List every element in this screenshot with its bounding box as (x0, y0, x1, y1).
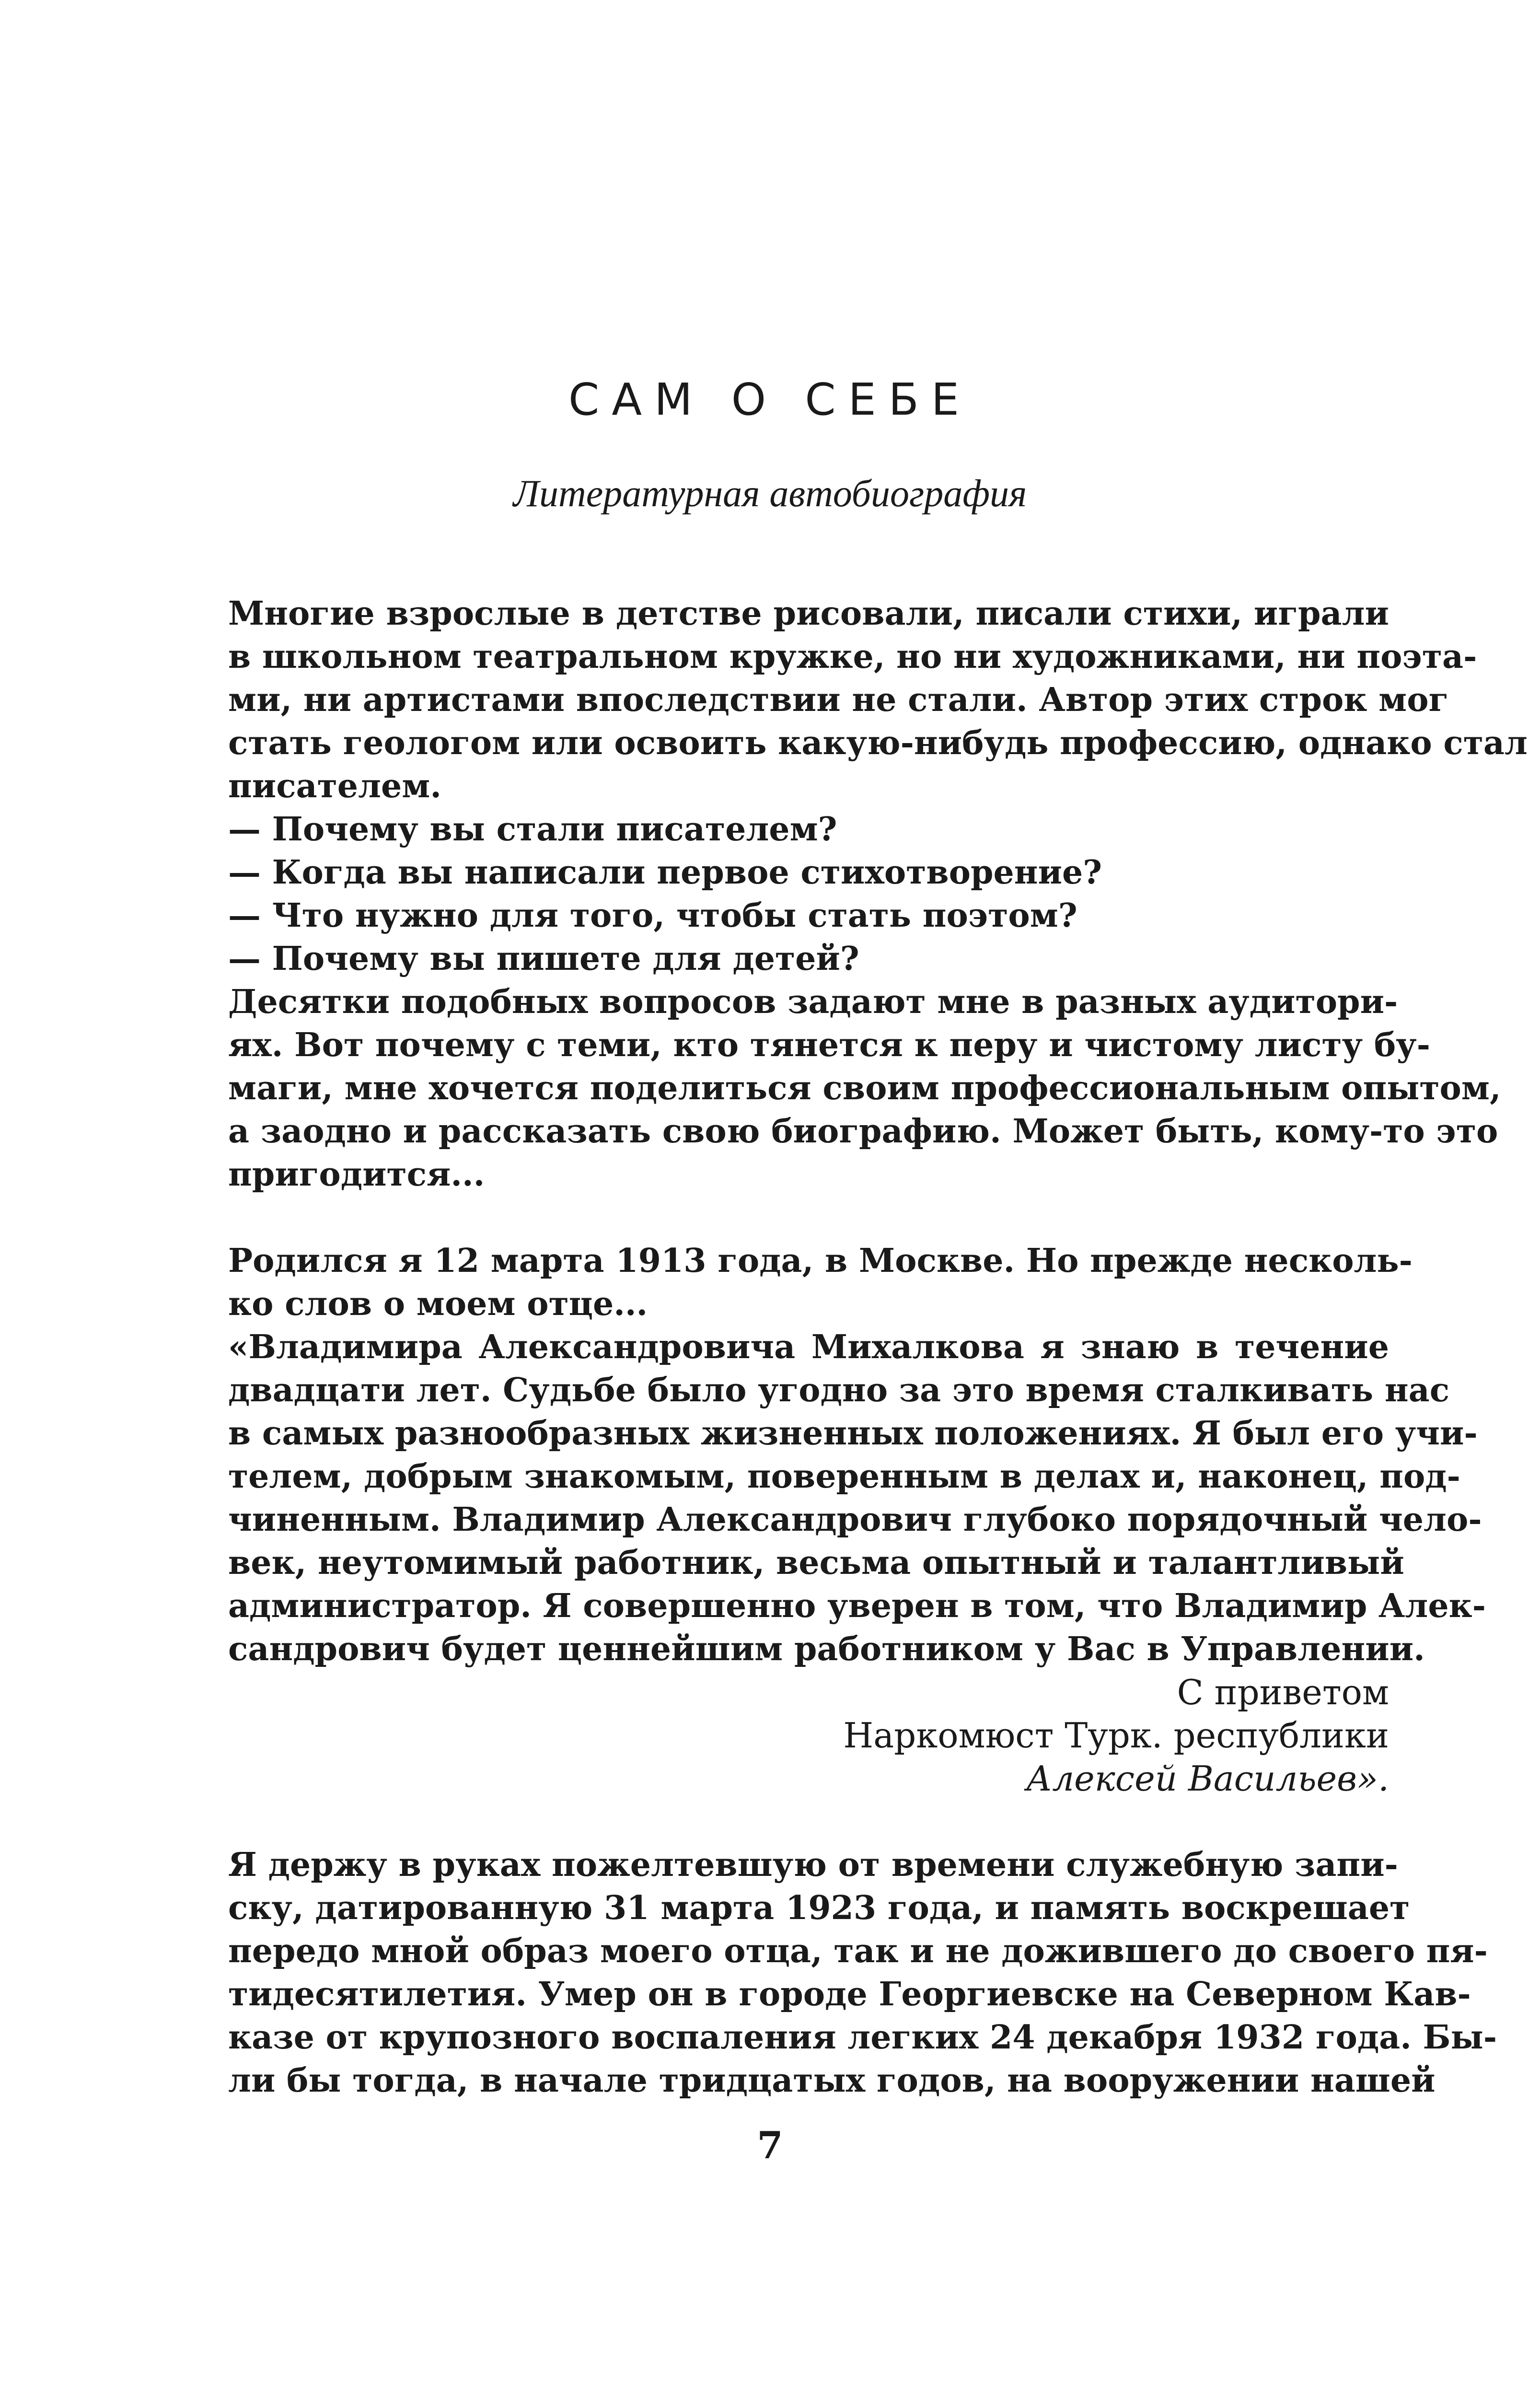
text-line: а заодно и рассказать свою биографию. Может быть, кому-то это (228, 1112, 1498, 1151)
dialogue-line: — Когда вы написали первое стихотворение? (228, 853, 1102, 892)
chapter-title: САМ О СЕБЕ (568, 374, 972, 425)
quote-line: сандрович будет ценнейшим работником у Вас в Управлении. (228, 1630, 1425, 1668)
page-number: 7 (757, 2124, 783, 2167)
text-line: ко слов о моем отце... (228, 1285, 648, 1323)
signature-greeting: С приветом (1177, 1672, 1389, 1712)
quote-line: в самых разнообразных жизненных положениях. Я был его учи- (228, 1414, 1478, 1453)
quote-line: «Владимира Александровича Михалкова я знаю в течение (228, 1328, 1389, 1366)
text-line: ску, датированную 31 марта 1923 года, и память воскрешает (228, 1889, 1410, 1927)
chapter-subtitle: Литературная автобиография (513, 473, 1027, 515)
signature-position: Наркомюст Турк. республики (843, 1715, 1389, 1756)
text-line: Родился я 12 марта 1913 года, в Москве. Но прежде несколь- (228, 1242, 1413, 1280)
quote-line: двадцати лет. Судьбе было угодно за это время сталкивать нас (228, 1371, 1450, 1409)
quote-line: век, неутомимый работник, весьма опытный и талантливый (228, 1544, 1404, 1582)
text-line: маги, мне хочется поделиться своим профессиональным опытом, (228, 1069, 1501, 1107)
text-line: Я держу в руках пожелтевшую от времени служебную запи- (228, 1846, 1398, 1884)
text-line: пригодится... (228, 1155, 485, 1194)
quote-line: администратор. Я совершенно уверен в том, что Владимир Алек- (228, 1587, 1486, 1625)
text-line: казе от крупозного воспаления легких 24 декабря 1932 года. Бы- (228, 2018, 1497, 2057)
quote-line: чиненным. Владимир Александрович глубоко порядочный чело- (228, 1501, 1482, 1539)
text-line: тидесятилетия. Умер он в городе Георгиевске на Северном Кав- (228, 1975, 1471, 2013)
text-line: ли бы тогда, в начале тридцатых годов, на вооружении нашей (228, 2061, 1436, 2100)
dialogue-line: — Почему вы стали писателем? (228, 810, 837, 849)
quote-line: телем, добрым знакомым, поверенным в делах и, наконец, под- (228, 1457, 1460, 1496)
text-line: в школьном театральном кружке, но ни художниками, ни поэта- (228, 638, 1477, 676)
dialogue-line: — Почему вы пишете для детей? (228, 940, 859, 978)
text-line: ми, ни артистами впоследствии не стали. Автор этих строк мог (228, 681, 1449, 719)
signature-name: Алексей Васильев». (1026, 1758, 1389, 1799)
text-line: передо мной образ моего отца, так и не дожившего до своего пя- (228, 1932, 1488, 1970)
text-line: ях. Вот почему с теми, кто тянется к перу и чистому листу бу- (228, 1026, 1430, 1064)
dialogue-line: — Что нужно для того, чтобы стать поэтом? (228, 896, 1077, 935)
text-line: писателем. (228, 767, 442, 805)
text-line: Многие взрослые в детстве рисовали, писали стихи, играли (228, 594, 1389, 633)
text-line: Десятки подобных вопросов задают мне в разных аудитори- (228, 983, 1398, 1021)
text-line: стать геологом или освоить какую-нибудь профессию, однако стал (228, 724, 1528, 762)
